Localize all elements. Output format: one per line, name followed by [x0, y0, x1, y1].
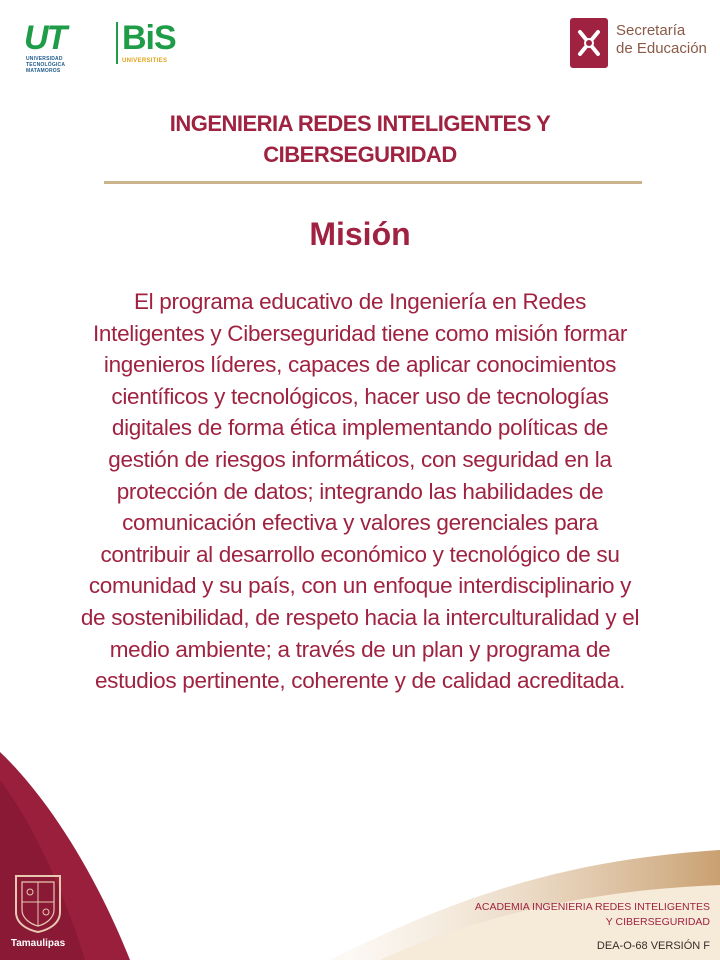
sep-emblem: [570, 18, 608, 68]
page-title: [60, 108, 660, 170]
bis-logo-subtitle: UNIVERSITIES: [122, 58, 168, 64]
sep-logo: [570, 18, 710, 70]
page-title-line1: INGENIERIA REDES INTELIGENTES Y: [169, 111, 551, 136]
ut-logo-mark: UT: [24, 19, 66, 57]
sep-logo-line1: Secretaría: [616, 22, 686, 39]
footer-academy-line2: Y CIBERSEGURIDAD: [605, 916, 710, 928]
ut-bis-logo: [24, 18, 176, 74]
mission-paragraph: El programa educativo de Ingeniería en Redes Inteligentes y Ciberseguridad tiene como misión formar ingenieros líderes, capaces de aplicar conocimientos científicos y tecnológicos, hacer uso de tecnologías digitales de forma ética implementando políticas de gestión de riesgos informáticos, con seguridad en la protección de datos; integrando las habilidades de comunicación efectiva y valores gerenciales para contribuir al desarrollo económico y tecnológico de su comunidad y su país, con un enfoque interdisciplinario y de sostenibilidad, de respeto hacia la interculturalidad y el medio ambiente; a través de un plan y programa de estudios pertinente, coherente y de calidad acreditada.: [80, 289, 640, 694]
bis-logo-mark: BiS: [122, 19, 176, 57]
section-heading: Misión: [309, 216, 411, 252]
footer-academy: [440, 900, 710, 930]
pencil-cross-icon: [576, 28, 602, 58]
logo-divider: [116, 22, 118, 64]
document-code: DEA-O-68 VERSIÓN F: [596, 940, 710, 952]
title-divider: [104, 181, 642, 184]
tamaulipas-seal-icon: [10, 872, 66, 934]
footer-academy-line1: ACADEMIA INGENIERIA REDES INTELIGENTES: [474, 901, 710, 913]
sep-logo-line2: de Educación: [616, 40, 707, 57]
sep-logo-text: [616, 22, 707, 58]
ut-logo-subtitle: UNIVERSIDAD TECNOLÓGICA MATAMOROS: [26, 56, 65, 74]
seal-label: Tamaulipas: [10, 938, 66, 949]
page-title-line2: CIBERSEGURIDAD: [263, 142, 457, 167]
